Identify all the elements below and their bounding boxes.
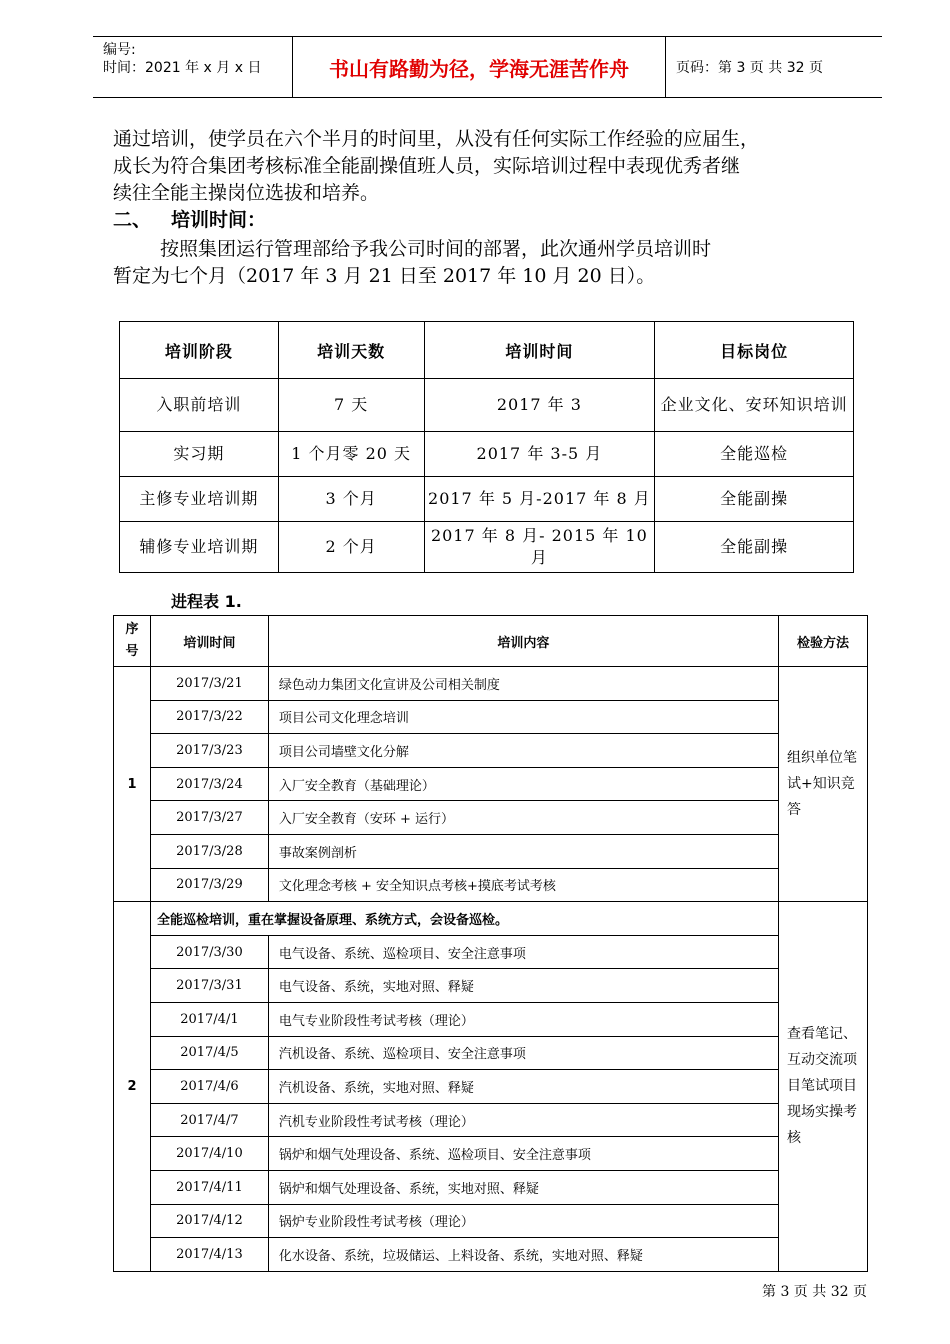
date-cell: 2017/3/27 bbox=[150, 801, 268, 835]
content-cell: 电气专业阶段性考试考核（理论） bbox=[268, 1002, 778, 1036]
table-cell: 实习期 bbox=[120, 432, 279, 477]
table-header-cell: 培训时间 bbox=[424, 322, 655, 379]
section-title: 培训时间： bbox=[171, 209, 267, 231]
table-row bbox=[114, 1070, 868, 1104]
table-row bbox=[114, 1204, 868, 1238]
table-row bbox=[114, 834, 868, 868]
content-cell: 绿色动力集团文化宣讲及公司相关制度 bbox=[268, 667, 778, 701]
date-cell: 2017/3/30 bbox=[150, 935, 268, 969]
date-cell: 2017/4/11 bbox=[150, 1170, 268, 1204]
method-text: 组织单位笔试+知识竞答 bbox=[786, 750, 857, 819]
time-label: 时间：2021 年 x 月 x 日 bbox=[103, 60, 262, 76]
content-cell: 项目公司墙壁文化分解 bbox=[268, 734, 778, 768]
header-page-number: 页码：第 3 页 共 32 页 bbox=[676, 60, 823, 76]
table-cell: 辅修专业培训期 bbox=[120, 522, 279, 573]
table-cell: 2017 年 8 月- 2015 年 10 月 bbox=[424, 522, 655, 573]
date-cell: 2017/4/7 bbox=[150, 1103, 268, 1137]
content-cell: 锅炉专业阶段性考试考核（理论） bbox=[268, 1204, 778, 1238]
table-row bbox=[114, 801, 868, 835]
progress-table bbox=[113, 615, 868, 1272]
table-caption: 进程表 1. bbox=[171, 592, 242, 611]
content-cell: 锅炉和烟气处理设备、系统、巡检项目、安全注意事项 bbox=[268, 1137, 778, 1171]
content-cell: 入厂安全教育（安环 + 运行） bbox=[268, 801, 778, 835]
table-cell: 入职前培训 bbox=[120, 379, 279, 432]
table-row bbox=[120, 477, 854, 522]
table-cell: 2 个月 bbox=[278, 522, 424, 573]
content-cell: 锅炉和烟气处理设备、系统，实地对照、释疑 bbox=[268, 1170, 778, 1204]
table-row bbox=[114, 1238, 868, 1272]
table-header-cell bbox=[114, 616, 151, 667]
intro-paragraph bbox=[113, 126, 873, 207]
group-subheader: 全能巡检培训，重在掌握设备原理、系统方式，会设备巡检。 bbox=[150, 902, 778, 936]
training-stage-table bbox=[119, 321, 854, 573]
date-cell: 2017/4/10 bbox=[150, 1137, 268, 1171]
date-cell: 2017/4/12 bbox=[150, 1204, 268, 1238]
section-heading bbox=[113, 207, 266, 234]
table-cell: 2017 年 3 bbox=[424, 379, 655, 432]
content-cell: 汽机专业阶段性考试考核（理论） bbox=[268, 1103, 778, 1137]
table-cell: 全能副操 bbox=[655, 477, 854, 522]
date-cell: 2017/3/23 bbox=[150, 734, 268, 768]
method-text: 查看笔记、互动交流项目笔试项目现场实操考核 bbox=[786, 1026, 857, 1147]
table-cell: 2017 年 3-5 月 bbox=[424, 432, 655, 477]
content-cell: 化水设备、系统，垃圾储运、上料设备、系统，实地对照、释疑 bbox=[268, 1238, 778, 1272]
table-row bbox=[114, 700, 868, 734]
table-row bbox=[114, 1170, 868, 1204]
table-cell: 企业文化、安环知识培训 bbox=[655, 379, 854, 432]
intro-line: 续往全能主操岗位选拔和培养。 bbox=[113, 182, 380, 204]
table-row bbox=[114, 1036, 868, 1070]
date-cell: 2017/3/21 bbox=[150, 667, 268, 701]
content-cell: 电气设备、系统，实地对照、释疑 bbox=[268, 969, 778, 1003]
table-row bbox=[114, 969, 868, 1003]
table-cell: 全能巡检 bbox=[655, 432, 854, 477]
number-label: 编号: bbox=[103, 42, 136, 58]
date-cell: 2017/3/28 bbox=[150, 834, 268, 868]
table-row bbox=[114, 902, 868, 936]
table-header-cell: 检验方法 bbox=[778, 616, 867, 667]
content-cell: 入厂安全教育（基础理论） bbox=[268, 767, 778, 801]
date-cell: 2017/3/24 bbox=[150, 767, 268, 801]
table-cell: 1 个月零 20 天 bbox=[278, 432, 424, 477]
table-row bbox=[114, 1103, 868, 1137]
method-cell bbox=[778, 667, 867, 902]
table-row bbox=[114, 767, 868, 801]
page-footer: 第 3 页 共 32 页 bbox=[762, 1284, 867, 1300]
content-cell: 事故案例剖析 bbox=[268, 834, 778, 868]
table-cell: 3 个月 bbox=[278, 477, 424, 522]
table-cell: 2017 年 5 月-2017 年 8 月 bbox=[424, 477, 655, 522]
table-cell: 主修专业培训期 bbox=[120, 477, 279, 522]
table-header-cell: 培训内容 bbox=[268, 616, 778, 667]
date-cell: 2017/3/31 bbox=[150, 969, 268, 1003]
date-cell: 2017/4/1 bbox=[150, 1002, 268, 1036]
content-cell: 汽机设备、系统、巡检项目、安全注意事项 bbox=[268, 1036, 778, 1070]
date-cell: 2017/4/6 bbox=[150, 1070, 268, 1104]
date-cell: 2017/4/13 bbox=[150, 1238, 268, 1272]
content-cell: 汽机设备、系统，实地对照、释疑 bbox=[268, 1070, 778, 1104]
table-header-cell: 培训阶段 bbox=[120, 322, 279, 379]
content-cell: 项目公司文化理念培训 bbox=[268, 700, 778, 734]
table-row bbox=[120, 522, 854, 573]
header-motto: 书山有路勤为径，学海无涯苦作舟 bbox=[293, 37, 666, 97]
method-cell bbox=[778, 902, 867, 1272]
table-row bbox=[114, 734, 868, 768]
date-cell: 2017/3/29 bbox=[150, 868, 268, 902]
table-row bbox=[114, 667, 868, 701]
table-header-row bbox=[114, 616, 868, 667]
table-row bbox=[114, 1137, 868, 1171]
table-cell: 7 天 bbox=[278, 379, 424, 432]
date-cell: 2017/3/22 bbox=[150, 700, 268, 734]
table-cell: 全能副操 bbox=[655, 522, 854, 573]
table-row bbox=[114, 868, 868, 902]
group-index: 1 bbox=[114, 667, 151, 902]
page-header bbox=[93, 36, 882, 98]
table-row bbox=[120, 432, 854, 477]
content-cell: 电气设备、系统、巡检项目、安全注意事项 bbox=[268, 935, 778, 969]
table-header-cell: 培训时间 bbox=[150, 616, 268, 667]
intro-line: 通过培训，使学员在六个半月的时间里，从没有任何实际工作经验的应届生， bbox=[113, 128, 760, 150]
seq-header: 序号 bbox=[125, 622, 139, 659]
intro-line: 成长为符合集团考核标准全能副操值班人员，实际培训过程中表现优秀者继 bbox=[113, 155, 741, 177]
table-header-cell: 培训天数 bbox=[278, 322, 424, 379]
table-header-cell: 目标岗位 bbox=[655, 322, 854, 379]
table-header-row bbox=[120, 322, 854, 379]
group-index: 2 bbox=[114, 902, 151, 1272]
table-row bbox=[114, 935, 868, 969]
table-row bbox=[114, 1002, 868, 1036]
date-cell: 2017/4/5 bbox=[150, 1036, 268, 1070]
content-cell: 文化理念考核 + 安全知识点考核+摸底考试考核 bbox=[268, 868, 778, 902]
table-row bbox=[120, 379, 854, 432]
schedule-paragraph-line2: 暂定为七个月（2017 年 3 月 21 日至 2017 年 10 月 20 日）。 bbox=[113, 265, 656, 287]
header-meta bbox=[93, 37, 293, 97]
section-number: 二、 bbox=[113, 209, 152, 231]
schedule-paragraph-line1: 按照集团运行管理部给予我公司时间的部署，此次通州学员培训时 bbox=[160, 238, 712, 260]
